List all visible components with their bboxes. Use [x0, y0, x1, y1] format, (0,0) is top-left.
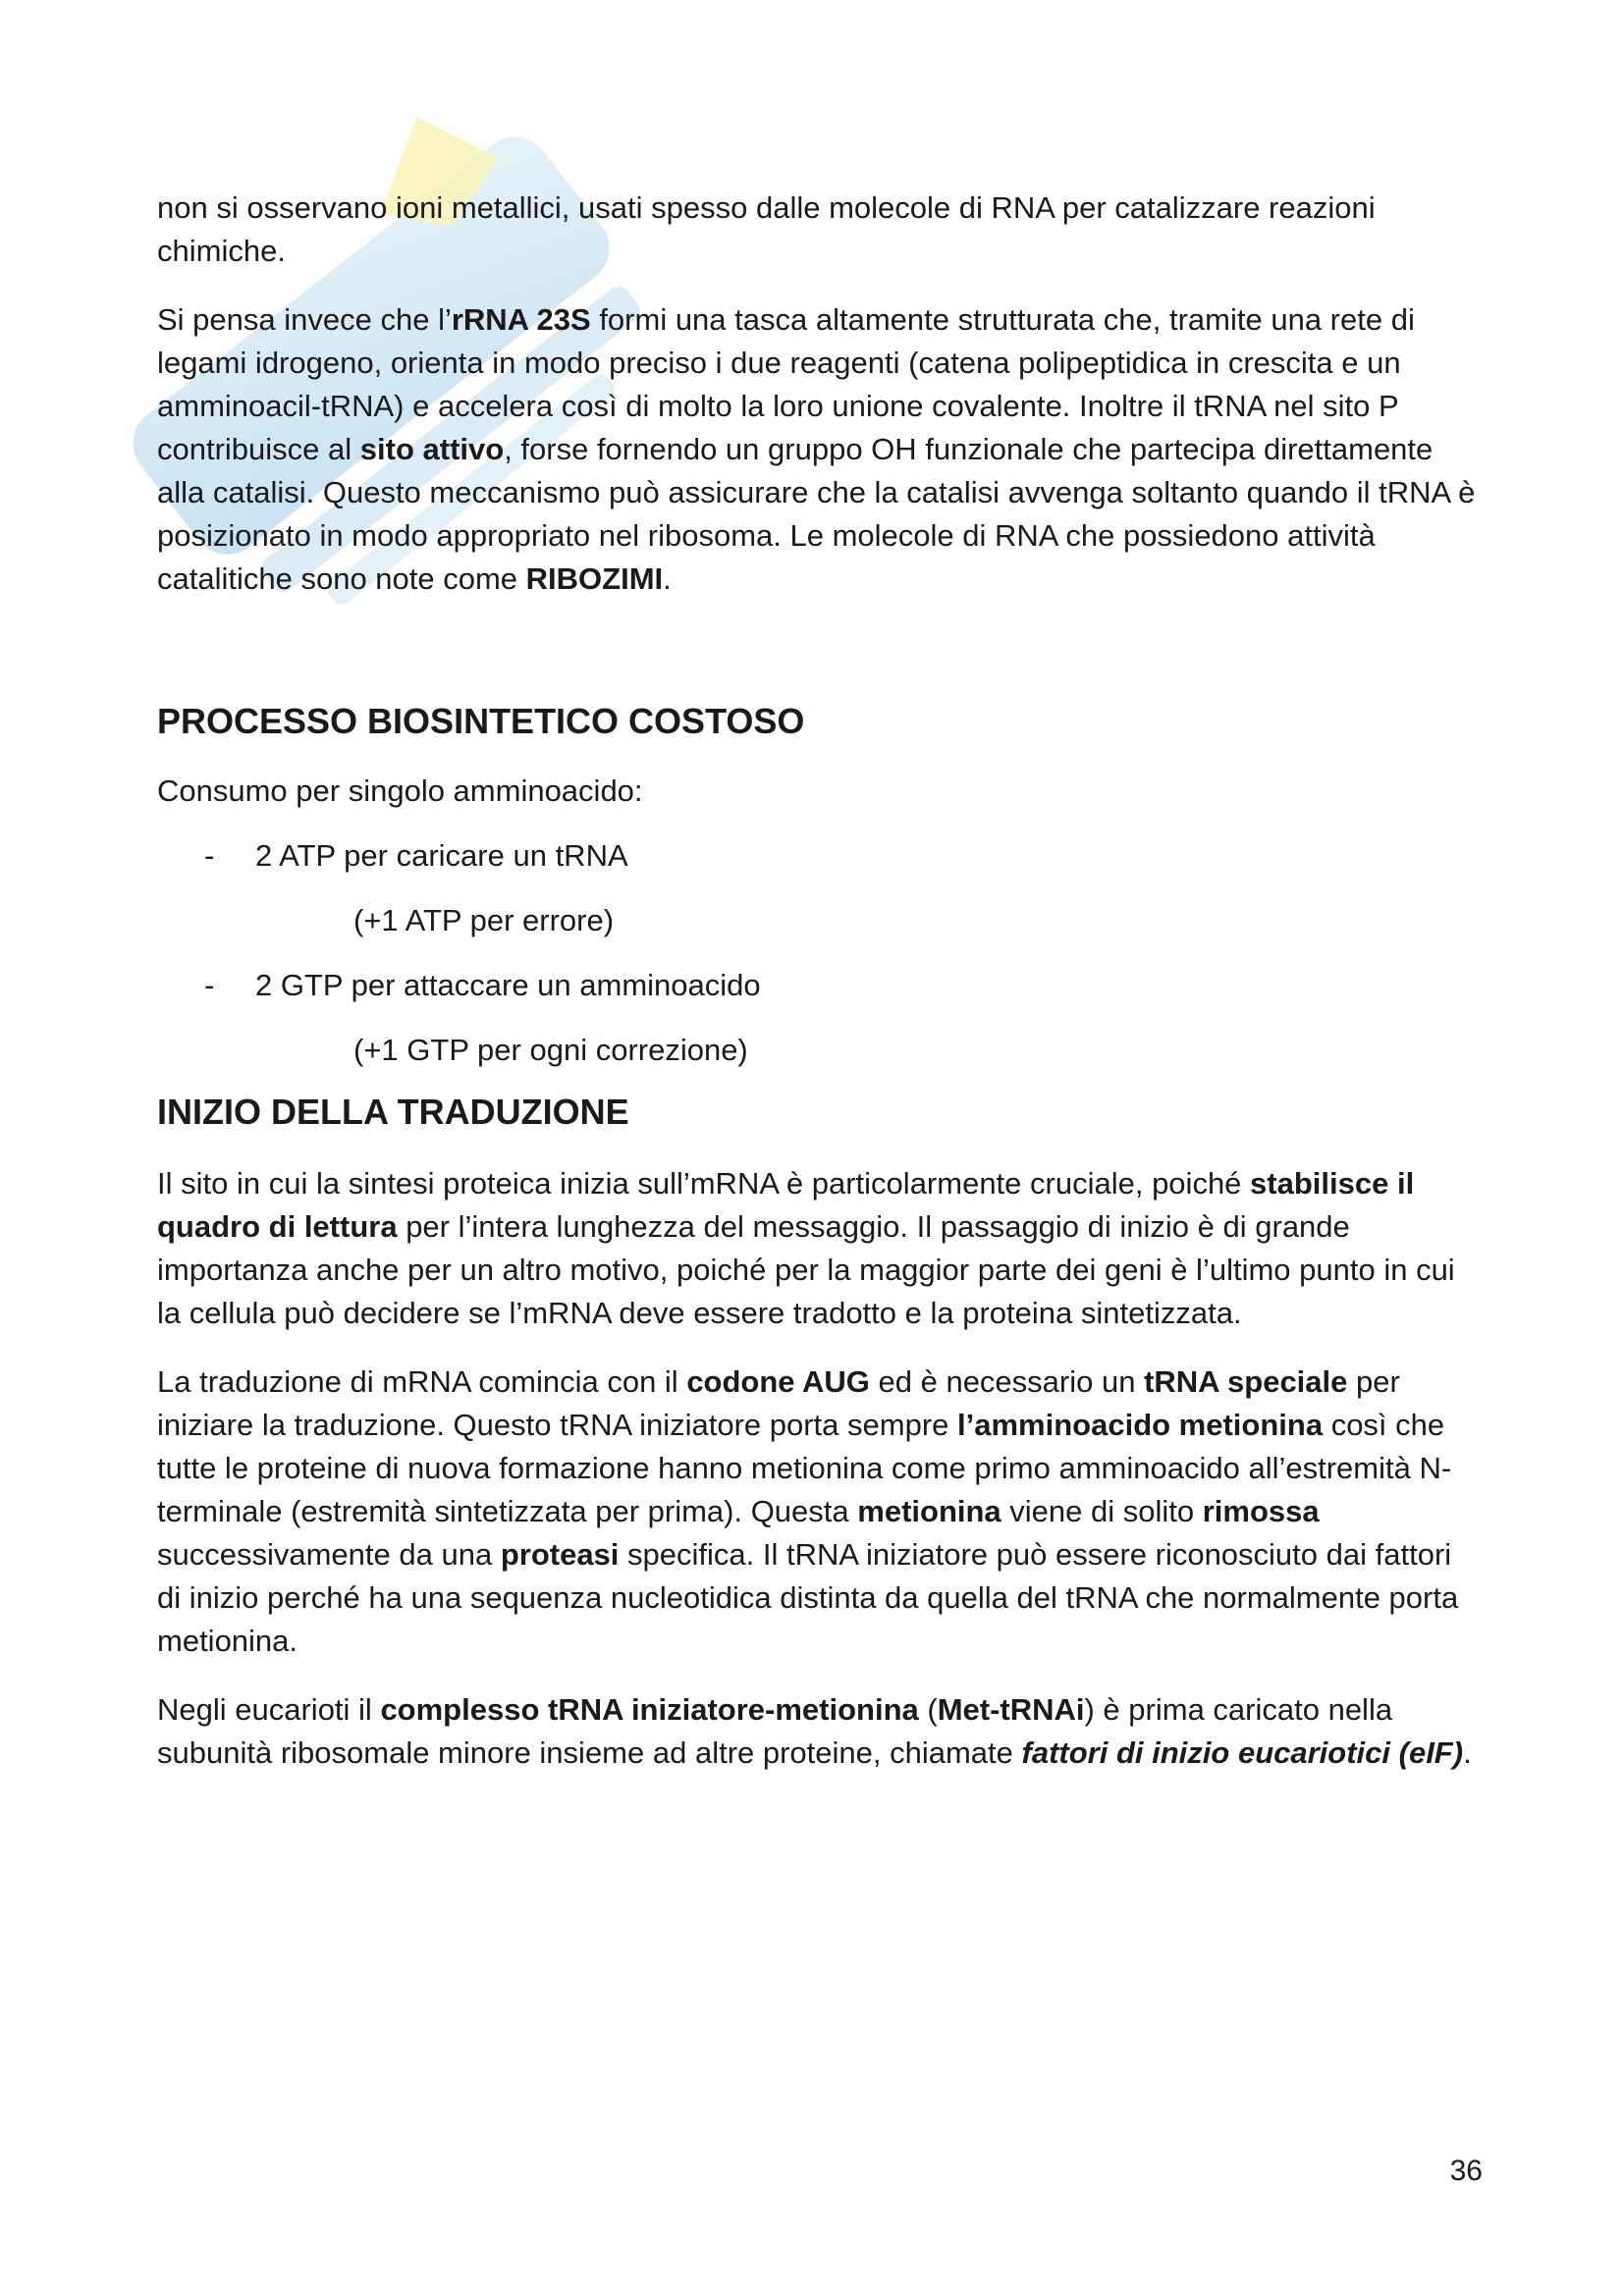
section2-paragraph-1: Il sito in cui la sintesi proteica inizia sull’mRNA è particolarmente cruciale, poiché stabilisce il quadro di lettura per l’intera lunghezza del messaggio. Il passaggio di inizio è di grande importanza anche per un altro motivo, poiché per la maggior parte dei geni è l’ultimo punto in cui la cellula può decidere se l’mRNA deve essere tradotto e la proteina sintetizzata.: [157, 1166, 1455, 1330]
list-text: 2 ATP per caricare un tRNA: [255, 838, 628, 873]
bold-term: complesso tRNA iniziatore-metionina: [380, 1692, 919, 1727]
document-body: [157, 187, 1483, 1775]
list-sub-note: (+1 ATP per errore): [353, 903, 615, 937]
bold-term: tRNA speciale: [1144, 1364, 1348, 1399]
bold-term: RIBOZIMI: [525, 561, 664, 596]
bold-term: l’amminoacido metionina: [957, 1408, 1324, 1442]
bold-term: stabilisce il quadro di lettura: [157, 1166, 1415, 1244]
section1-lead: Consumo per singolo amminoacido:: [157, 774, 643, 808]
list-dash: -: [204, 968, 215, 1002]
bold-term: rRNA 23S: [451, 302, 591, 337]
section-heading-inizio: INIZIO DELLA TRADUZIONE: [157, 1092, 629, 1132]
list-sub-note: (+1 GTP per ogni correzione): [353, 1033, 748, 1067]
bold-term: rimossa: [1202, 1494, 1320, 1528]
bold-term: codone AUG: [686, 1364, 870, 1399]
intro-paragraph-2: Si pensa invece che l’rRNA 23S formi una tasca altamente strutturata che, tramite una rete di legami idrogeno, orienta in modo preciso i due reagenti (catena polipeptidica in crescita e un amminoacil-tRNA) e accelera così di molto la loro unione covalente. Inoltre il tRNA nel sito P contribuisce al sito attivo, forse fornendo un gruppo OH funzionale che partecipa direttamente alla catalisi. Questo meccanismo può assicurare che la catalisi avvenga soltanto quando il tRNA è posizionato in modo appropriato nel ribosoma. Le molecole di RNA che possiedono attività catalitiche sono note come RIBOZIMI.: [157, 302, 1476, 596]
list-text: 2 GTP per attaccare un amminoacido: [255, 968, 761, 1002]
list-item: [157, 964, 1483, 1007]
bold-italic-term: fattori di inizio eucariotici (eIF): [1021, 1735, 1464, 1770]
section2-paragraph-2: La traduzione di mRNA comincia con il codone AUG ed è necessario un tRNA speciale per iniziare la traduzione. Questo tRNA iniziatore porta sempre l’amminoacido metionina così che tutte le proteine di nuova formazione hanno metionina come primo amminoacido all’estremità N-terminale (estremità sintetizzata per prima). Questa metionina viene di solito rimossa successivamente da una proteasi specifica. Il tRNA iniziatore può essere riconosciuto dai fattori di inizio perché ha una sequenza nucleotidica distinta da quella del tRNA che normalmente porta metionina.: [157, 1364, 1459, 1658]
list-dash: -: [204, 838, 215, 873]
bold-term: proteasi: [500, 1537, 620, 1572]
intro-paragraph-1: non si osservano ioni metallici, usati spesso dalle molecole di RNA per catalizzare reazioni chimiche.: [157, 190, 1376, 268]
bold-term: sito attivo: [359, 432, 505, 466]
list-item: [157, 834, 1483, 878]
section-heading-processo: PROCESSO BIOSINTETICO COSTOSO: [157, 701, 805, 741]
section2-paragraph-3: Negli eucarioti il complesso tRNA iniziatore-metionina (Met-tRNAi) è prima caricato nella subunità ribosomale minore insieme ad altre proteine, chiamate fattori di inizio eucariotici (eIF).: [157, 1692, 1472, 1770]
page-number: 36: [1449, 2155, 1483, 2187]
bold-term: Met-tRNAi: [937, 1692, 1085, 1727]
bold-term: metionina: [857, 1494, 1001, 1528]
